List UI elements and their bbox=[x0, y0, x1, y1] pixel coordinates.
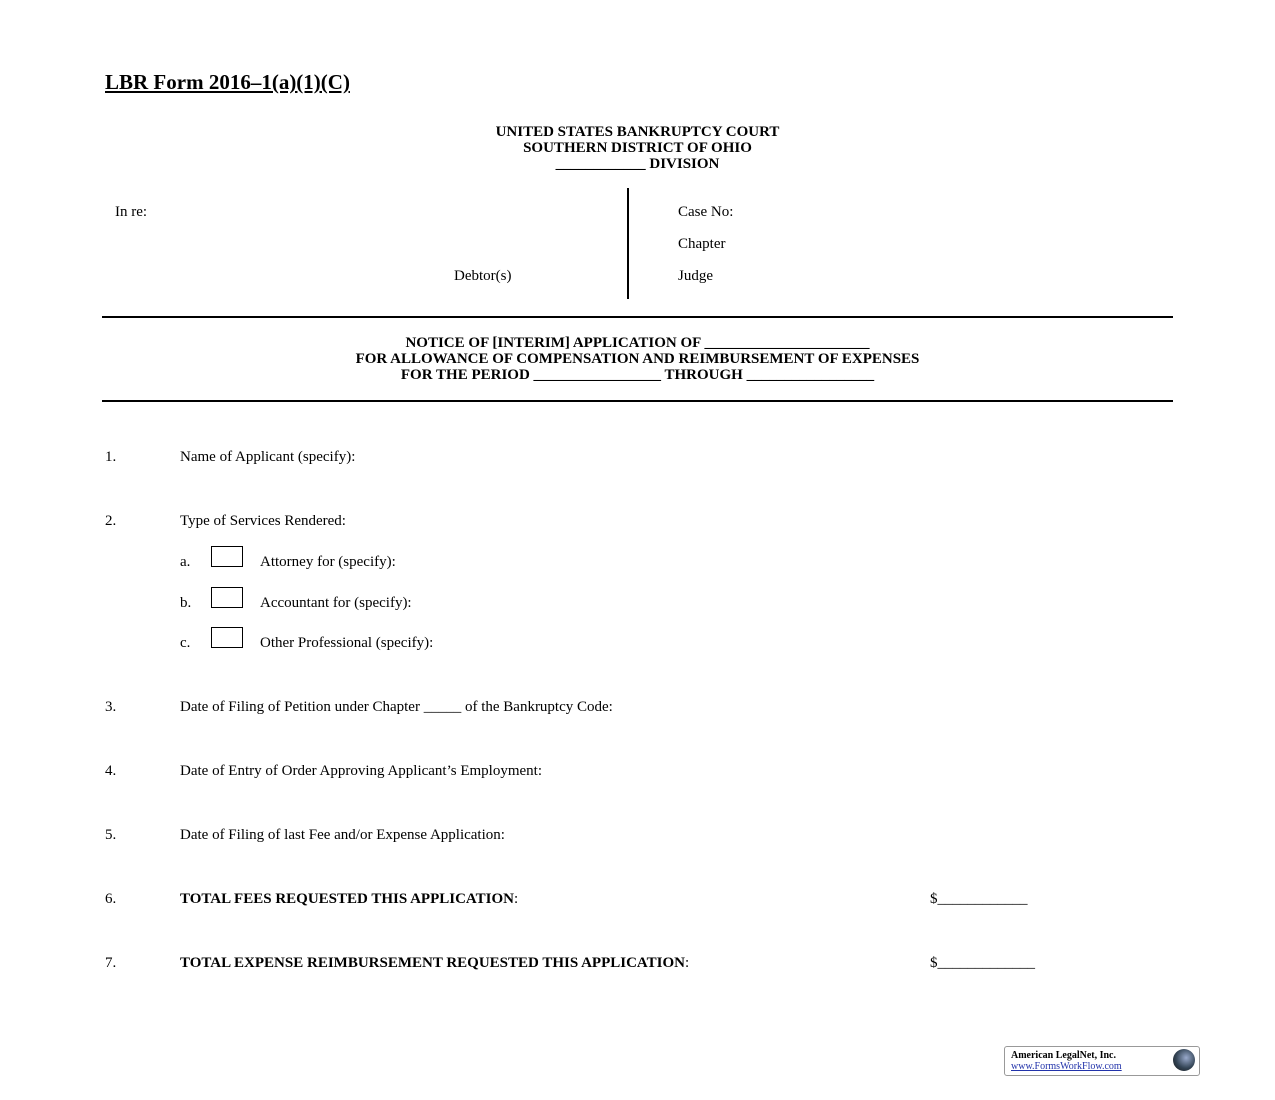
court-district: SOUTHERN DISTRICT OF OHIO bbox=[523, 140, 752, 156]
case-no-label: Case No: bbox=[678, 204, 734, 220]
item-text: TOTAL FEES REQUESTED THIS APPLICATION bbox=[180, 891, 514, 907]
divider bbox=[102, 400, 1173, 402]
in-re-label: In re: bbox=[115, 204, 148, 220]
notice-title-2: FOR ALLOWANCE OF COMPENSATION AND REIMBURSEMENT OF EXPENSES bbox=[355, 351, 920, 367]
item-number: 6. bbox=[105, 891, 117, 907]
sub-text: Accountant for (specify): bbox=[260, 595, 412, 611]
sub-text: Attorney for (specify): bbox=[260, 554, 396, 570]
sub-letter: a. bbox=[180, 554, 191, 570]
item-colon: : bbox=[685, 955, 690, 971]
item-number: 7. bbox=[105, 955, 117, 971]
debtor-label: Debtor(s) bbox=[454, 268, 512, 284]
item-text: Date of Entry of Order Approving Applicant’s Employment: bbox=[180, 763, 543, 779]
form-id: LBR Form 2016–1(a)(1)(C) bbox=[105, 70, 350, 94]
notice-title-3: FOR THE PERIOD _________________ THROUGH _________________ bbox=[400, 367, 875, 383]
item-number: 5. bbox=[105, 827, 117, 843]
court-name: UNITED STATES BANKRUPTCY COURT bbox=[495, 124, 780, 140]
fees-amount-field[interactable]: $____________ bbox=[930, 891, 1028, 907]
notice-title-1: NOTICE OF [INTERIM] APPLICATION OF ______________________ bbox=[405, 335, 870, 351]
sub-text: Other Professional (specify): bbox=[260, 635, 434, 651]
other-professional-checkbox[interactable] bbox=[211, 627, 243, 648]
sub-letter: c. bbox=[180, 635, 191, 651]
item-number: 3. bbox=[105, 699, 117, 715]
sub-letter: b. bbox=[180, 595, 192, 611]
chapter-label: Chapter bbox=[678, 236, 726, 252]
item-number: 4. bbox=[105, 763, 117, 779]
globe-icon bbox=[1173, 1049, 1195, 1071]
attorney-checkbox[interactable] bbox=[211, 546, 243, 567]
divider bbox=[102, 316, 1173, 318]
court-division: ____________ DIVISION bbox=[555, 156, 720, 172]
logo-company: American LegalNet, Inc. bbox=[1011, 1050, 1116, 1061]
judge-label: Judge bbox=[678, 268, 713, 284]
item-number: 1. bbox=[105, 449, 117, 465]
item-text: Name of Applicant (specify): bbox=[180, 449, 356, 465]
item-text: TOTAL EXPENSE REIMBURSEMENT REQUESTED THIS APPLICATION bbox=[180, 955, 685, 971]
item-text: Type of Services Rendered: bbox=[180, 513, 346, 529]
item-number: 2. bbox=[105, 513, 117, 529]
item-colon: : bbox=[514, 891, 519, 907]
expense-amount-field[interactable]: $_____________ bbox=[930, 955, 1035, 971]
logo-url[interactable]: www.FormsWorkFlow.com bbox=[1011, 1061, 1122, 1072]
item-text: Date of Filing of Petition under Chapter _____ of the Bankruptcy Code: bbox=[180, 699, 613, 715]
caption-divider bbox=[627, 188, 629, 299]
item-text: Date of Filing of last Fee and/or Expense Application: bbox=[180, 827, 505, 843]
forms-workflow-logo[interactable] bbox=[1004, 1046, 1200, 1076]
accountant-checkbox[interactable] bbox=[211, 587, 243, 608]
